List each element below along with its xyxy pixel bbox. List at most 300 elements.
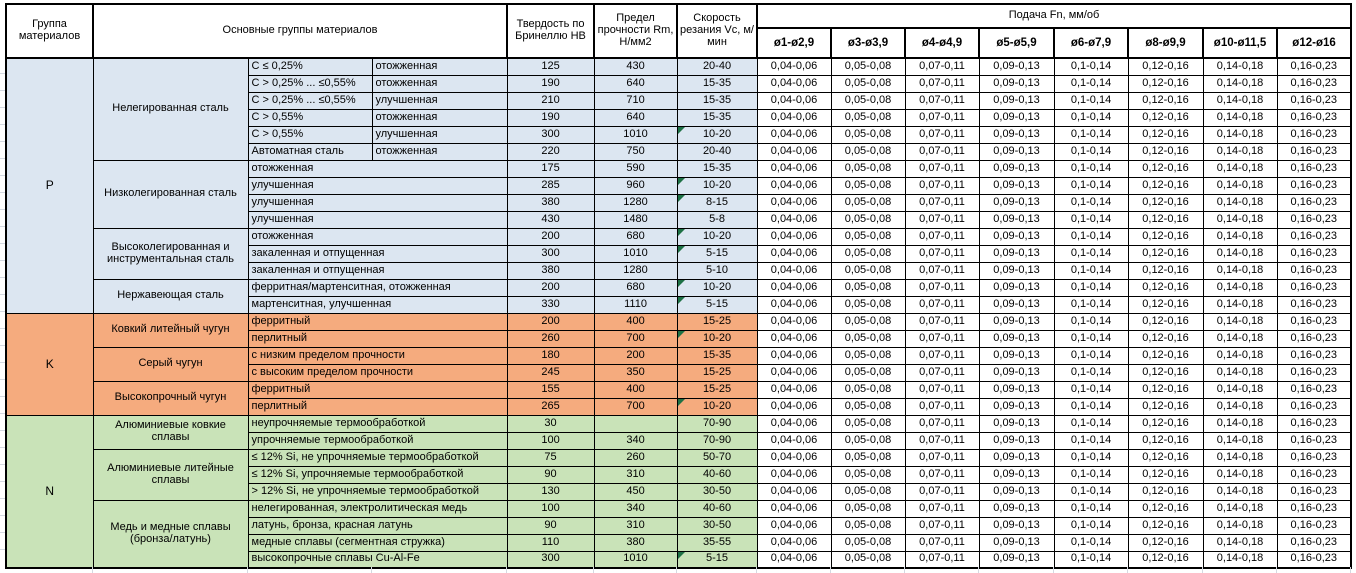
feed-value-cell[interactable]: 0,14-0,18 [1203,432,1277,449]
speed-cell[interactable]: 30-50 [677,483,757,500]
feed-value-cell[interactable]: 0,09-0,13 [979,534,1054,551]
strength-cell[interactable]: 960 [594,177,677,194]
feed-value-cell[interactable]: 0,1-0,14 [1054,500,1128,517]
header-diameter-1[interactable]: ø3-ø3,9 [831,28,905,58]
feed-value-cell[interactable]: 0,05-0,08 [831,160,905,177]
hardness-cell[interactable]: 380 [507,262,594,279]
strength-cell[interactable]: 750 [594,143,677,160]
feed-value-cell[interactable]: 0,16-0,23 [1277,551,1351,568]
feed-value-cell[interactable]: 0,12-0,16 [1128,92,1203,109]
header-brinell-hardness[interactable]: Твердость по Бринеллю HB [507,4,594,58]
header-diameter-4[interactable]: ø6-ø7,9 [1054,28,1128,58]
feed-value-cell[interactable]: 0,16-0,23 [1277,398,1351,415]
group-letter-cell[interactable]: P [6,58,93,313]
speed-cell[interactable]: 5-10 [677,262,757,279]
strength-cell[interactable]: 1010 [594,551,677,568]
feed-value-cell[interactable]: 0,12-0,16 [1128,517,1203,534]
feed-value-cell[interactable]: 0,04-0,06 [757,126,831,143]
feed-value-cell[interactable]: 0,04-0,06 [757,534,831,551]
material-condition-cell[interactable]: ферритный [248,313,507,330]
feed-value-cell[interactable]: 0,16-0,23 [1277,449,1351,466]
feed-value-cell[interactable]: 0,05-0,08 [831,126,905,143]
feed-value-cell[interactable]: 0,16-0,23 [1277,279,1351,296]
hardness-cell[interactable]: 380 [507,194,594,211]
hardness-cell[interactable]: 175 [507,160,594,177]
speed-cell[interactable]: 15-25 [677,381,757,398]
feed-value-cell[interactable]: 0,16-0,23 [1277,143,1351,160]
feed-value-cell[interactable]: 0,1-0,14 [1054,262,1128,279]
feed-value-cell[interactable]: 0,1-0,14 [1054,126,1128,143]
feed-value-cell[interactable]: 0,07-0,11 [905,381,979,398]
feed-value-cell[interactable]: 0,16-0,23 [1277,381,1351,398]
material-condition-cell[interactable]: улучшенная [248,194,507,211]
feed-value-cell[interactable]: 0,12-0,16 [1128,551,1203,568]
material-condition-cell[interactable]: латунь, бронза, красная латунь [248,517,507,534]
feed-value-cell[interactable]: 0,04-0,06 [757,415,831,432]
feed-value-cell[interactable]: 0,16-0,23 [1277,466,1351,483]
material-condition-cell[interactable]: закаленная и отпущенная [248,245,507,262]
feed-value-cell[interactable]: 0,09-0,13 [979,228,1054,245]
hardness-cell[interactable]: 245 [507,364,594,381]
material-condition-cell[interactable]: перлитный [248,330,507,347]
strength-cell[interactable]: 640 [594,109,677,126]
feed-value-cell[interactable]: 0,16-0,23 [1277,245,1351,262]
feed-value-cell[interactable]: 0,14-0,18 [1203,330,1277,347]
feed-value-cell[interactable]: 0,07-0,11 [905,58,979,75]
feed-value-cell[interactable]: 0,1-0,14 [1054,449,1128,466]
feed-value-cell[interactable]: 0,09-0,13 [979,483,1054,500]
feed-value-cell[interactable]: 0,12-0,16 [1128,262,1203,279]
feed-value-cell[interactable]: 0,14-0,18 [1203,500,1277,517]
speed-cell[interactable]: 15-35 [677,75,757,92]
hardness-cell[interactable]: 300 [507,245,594,262]
feed-value-cell[interactable]: 0,09-0,13 [979,279,1054,296]
feed-value-cell[interactable]: 0,14-0,18 [1203,126,1277,143]
strength-cell[interactable]: 1280 [594,194,677,211]
feed-value-cell[interactable]: 0,16-0,23 [1277,194,1351,211]
feed-value-cell[interactable]: 0,12-0,16 [1128,347,1203,364]
feed-value-cell[interactable]: 0,14-0,18 [1203,194,1277,211]
feed-value-cell[interactable]: 0,05-0,08 [831,279,905,296]
feed-value-cell[interactable]: 0,07-0,11 [905,194,979,211]
strength-cell[interactable]: 400 [594,381,677,398]
strength-cell[interactable]: 400 [594,313,677,330]
speed-cell[interactable]: 10-20 [677,398,757,415]
speed-cell[interactable]: 70-90 [677,415,757,432]
hardness-cell[interactable]: 430 [507,211,594,228]
feed-value-cell[interactable]: 0,04-0,06 [757,398,831,415]
feed-value-cell[interactable]: 0,16-0,23 [1277,347,1351,364]
feed-value-cell[interactable]: 0,14-0,18 [1203,160,1277,177]
feed-value-cell[interactable]: 0,14-0,18 [1203,75,1277,92]
feed-value-cell[interactable]: 0,09-0,13 [979,92,1054,109]
strength-cell[interactable]: 430 [594,58,677,75]
feed-value-cell[interactable]: 0,16-0,23 [1277,296,1351,313]
speed-cell[interactable]: 35-55 [677,534,757,551]
feed-value-cell[interactable]: 0,09-0,13 [979,551,1054,568]
feed-value-cell[interactable]: 0,1-0,14 [1054,381,1128,398]
feed-value-cell[interactable]: 0,1-0,14 [1054,58,1128,75]
speed-cell[interactable]: 10-20 [677,126,757,143]
feed-value-cell[interactable]: 0,05-0,08 [831,75,905,92]
strength-cell[interactable]: 1110 [594,296,677,313]
strength-cell[interactable] [594,415,677,432]
strength-cell[interactable]: 1480 [594,211,677,228]
feed-value-cell[interactable]: 0,12-0,16 [1128,534,1203,551]
feed-value-cell[interactable]: 0,12-0,16 [1128,228,1203,245]
feed-value-cell[interactable]: 0,05-0,08 [831,262,905,279]
feed-value-cell[interactable]: 0,16-0,23 [1277,534,1351,551]
material-state-cell[interactable]: отожженная [372,143,507,160]
feed-value-cell[interactable]: 0,04-0,06 [757,194,831,211]
material-condition-cell[interactable]: медные сплавы (сегментная стружка) [248,534,507,551]
feed-value-cell[interactable]: 0,1-0,14 [1054,160,1128,177]
material-condition-cell[interactable]: Автоматная сталь [248,143,372,160]
hardness-cell[interactable]: 190 [507,75,594,92]
feed-value-cell[interactable]: 0,09-0,13 [979,58,1054,75]
feed-value-cell[interactable]: 0,04-0,06 [757,551,831,568]
feed-value-cell[interactable]: 0,04-0,06 [757,483,831,500]
feed-value-cell[interactable]: 0,07-0,11 [905,500,979,517]
material-condition-cell[interactable]: C > 0,55% [248,126,372,143]
feed-value-cell[interactable]: 0,04-0,06 [757,177,831,194]
feed-value-cell[interactable]: 0,16-0,23 [1277,517,1351,534]
feed-value-cell[interactable]: 0,09-0,13 [979,432,1054,449]
feed-value-cell[interactable]: 0,14-0,18 [1203,296,1277,313]
header-tensile-strength[interactable]: Предел прочности Rm, Н/мм2 [594,4,677,58]
feed-value-cell[interactable]: 0,05-0,08 [831,58,905,75]
subgroup-name-cell[interactable]: Нержавеющая сталь [93,279,248,313]
feed-value-cell[interactable]: 0,05-0,08 [831,466,905,483]
material-condition-cell[interactable]: ферритная/мартенситная, отожженная [248,279,507,296]
material-condition-cell[interactable]: высокопрочные сплавы Cu-Al-Fe [248,551,507,568]
hardness-cell[interactable]: 180 [507,347,594,364]
speed-cell[interactable]: 5-15 [677,245,757,262]
hardness-cell[interactable]: 155 [507,381,594,398]
feed-value-cell[interactable]: 0,14-0,18 [1203,381,1277,398]
feed-value-cell[interactable]: 0,07-0,11 [905,415,979,432]
material-state-cell[interactable]: улучшенная [372,126,507,143]
feed-value-cell[interactable]: 0,12-0,16 [1128,126,1203,143]
feed-value-cell[interactable]: 0,1-0,14 [1054,143,1128,160]
feed-value-cell[interactable]: 0,12-0,16 [1128,194,1203,211]
material-condition-cell[interactable]: ≤ 12% Si, упрочняемые термообработкой [248,466,507,483]
feed-value-cell[interactable]: 0,12-0,16 [1128,58,1203,75]
feed-value-cell[interactable]: 0,16-0,23 [1277,330,1351,347]
material-condition-cell[interactable]: C > 0,55% [248,109,372,126]
feed-value-cell[interactable]: 0,14-0,18 [1203,483,1277,500]
material-condition-cell[interactable]: ферритный [248,381,507,398]
strength-cell[interactable]: 350 [594,364,677,381]
header-diameter-7[interactable]: ø12-ø16 [1277,28,1351,58]
speed-cell[interactable]: 5-15 [677,551,757,568]
feed-value-cell[interactable]: 0,16-0,23 [1277,177,1351,194]
feed-value-cell[interactable]: 0,14-0,18 [1203,449,1277,466]
feed-value-cell[interactable]: 0,07-0,11 [905,398,979,415]
feed-value-cell[interactable]: 0,05-0,08 [831,245,905,262]
speed-cell[interactable]: 10-20 [677,177,757,194]
feed-value-cell[interactable]: 0,07-0,11 [905,313,979,330]
feed-value-cell[interactable]: 0,07-0,11 [905,466,979,483]
feed-value-cell[interactable]: 0,16-0,23 [1277,109,1351,126]
material-state-cell[interactable]: отожженная [372,109,507,126]
feed-value-cell[interactable]: 0,16-0,23 [1277,483,1351,500]
feed-value-cell[interactable]: 0,07-0,11 [905,75,979,92]
feed-value-cell[interactable]: 0,12-0,16 [1128,364,1203,381]
feed-value-cell[interactable]: 0,05-0,08 [831,211,905,228]
subgroup-name-cell[interactable]: Высокопрочный чугун [93,381,248,415]
feed-value-cell[interactable]: 0,05-0,08 [831,347,905,364]
feed-value-cell[interactable]: 0,09-0,13 [979,381,1054,398]
feed-value-cell[interactable]: 0,09-0,13 [979,75,1054,92]
speed-cell[interactable]: 15-35 [677,92,757,109]
speed-cell[interactable]: 15-25 [677,313,757,330]
feed-value-cell[interactable]: 0,09-0,13 [979,330,1054,347]
feed-value-cell[interactable]: 0,1-0,14 [1054,228,1128,245]
material-state-cell[interactable]: отожженная [372,75,507,92]
feed-value-cell[interactable]: 0,05-0,08 [831,500,905,517]
subgroup-name-cell[interactable]: Нелегированная сталь [93,58,248,160]
feed-value-cell[interactable]: 0,14-0,18 [1203,279,1277,296]
feed-value-cell[interactable]: 0,09-0,13 [979,347,1054,364]
material-condition-cell[interactable]: отожженная [248,160,507,177]
feed-value-cell[interactable]: 0,14-0,18 [1203,211,1277,228]
feed-value-cell[interactable]: 0,14-0,18 [1203,228,1277,245]
speed-cell[interactable]: 70-90 [677,432,757,449]
feed-value-cell[interactable]: 0,09-0,13 [979,211,1054,228]
strength-cell[interactable]: 700 [594,330,677,347]
feed-value-cell[interactable]: 0,09-0,13 [979,517,1054,534]
feed-value-cell[interactable]: 0,09-0,13 [979,262,1054,279]
feed-value-cell[interactable]: 0,12-0,16 [1128,75,1203,92]
feed-value-cell[interactable]: 0,05-0,08 [831,381,905,398]
feed-value-cell[interactable]: 0,07-0,11 [905,143,979,160]
speed-cell[interactable]: 15-25 [677,364,757,381]
material-condition-cell[interactable]: неупрочняемые термообработкой [248,415,507,432]
header-feed[interactable]: Подача Fn, мм/об [757,4,1351,28]
feed-value-cell[interactable]: 0,1-0,14 [1054,517,1128,534]
feed-value-cell[interactable]: 0,12-0,16 [1128,177,1203,194]
feed-value-cell[interactable]: 0,14-0,18 [1203,517,1277,534]
header-diameter-6[interactable]: ø10-ø11,5 [1203,28,1277,58]
feed-value-cell[interactable]: 0,09-0,13 [979,177,1054,194]
hardness-cell[interactable]: 220 [507,143,594,160]
feed-value-cell[interactable]: 0,12-0,16 [1128,160,1203,177]
feed-value-cell[interactable]: 0,16-0,23 [1277,432,1351,449]
speed-cell[interactable]: 15-35 [677,109,757,126]
feed-value-cell[interactable]: 0,07-0,11 [905,330,979,347]
speed-cell[interactable]: 50-70 [677,449,757,466]
feed-value-cell[interactable]: 0,09-0,13 [979,313,1054,330]
feed-value-cell[interactable]: 0,16-0,23 [1277,364,1351,381]
feed-value-cell[interactable]: 0,12-0,16 [1128,432,1203,449]
feed-value-cell[interactable]: 0,04-0,06 [757,449,831,466]
feed-value-cell[interactable]: 0,05-0,08 [831,551,905,568]
strength-cell[interactable]: 260 [594,449,677,466]
speed-cell[interactable]: 20-40 [677,143,757,160]
material-condition-cell[interactable]: C ≤ 0,25% [248,58,372,75]
feed-value-cell[interactable]: 0,12-0,16 [1128,449,1203,466]
feed-value-cell[interactable]: 0,09-0,13 [979,415,1054,432]
subgroup-name-cell[interactable]: Высоколегированная и инструментальная сталь [93,228,248,279]
strength-cell[interactable]: 590 [594,160,677,177]
hardness-cell[interactable]: 265 [507,398,594,415]
feed-value-cell[interactable]: 0,07-0,11 [905,160,979,177]
feed-value-cell[interactable]: 0,1-0,14 [1054,466,1128,483]
feed-value-cell[interactable]: 0,12-0,16 [1128,483,1203,500]
feed-value-cell[interactable]: 0,07-0,11 [905,364,979,381]
strength-cell[interactable]: 680 [594,279,677,296]
hardness-cell[interactable]: 90 [507,466,594,483]
material-state-cell[interactable]: отожженная [372,58,507,75]
material-condition-cell[interactable]: > 12% Si, не упрочняемые термообработкой [248,483,507,500]
feed-value-cell[interactable]: 0,05-0,08 [831,143,905,160]
feed-value-cell[interactable]: 0,16-0,23 [1277,415,1351,432]
header-diameter-2[interactable]: ø4-ø4,9 [905,28,979,58]
feed-value-cell[interactable]: 0,04-0,06 [757,245,831,262]
feed-value-cell[interactable]: 0,12-0,16 [1128,296,1203,313]
hardness-cell[interactable]: 330 [507,296,594,313]
feed-value-cell[interactable]: 0,12-0,16 [1128,381,1203,398]
feed-value-cell[interactable]: 0,1-0,14 [1054,347,1128,364]
feed-value-cell[interactable]: 0,05-0,08 [831,330,905,347]
feed-value-cell[interactable]: 0,1-0,14 [1054,313,1128,330]
hardness-cell[interactable]: 190 [507,109,594,126]
feed-value-cell[interactable]: 0,05-0,08 [831,92,905,109]
feed-value-cell[interactable]: 0,14-0,18 [1203,92,1277,109]
strength-cell[interactable]: 450 [594,483,677,500]
hardness-cell[interactable]: 90 [507,517,594,534]
subgroup-name-cell[interactable]: Алюминиевые литейные сплавы [93,449,248,500]
feed-value-cell[interactable]: 0,09-0,13 [979,449,1054,466]
feed-value-cell[interactable]: 0,04-0,06 [757,517,831,534]
feed-value-cell[interactable]: 0,07-0,11 [905,262,979,279]
speed-cell[interactable]: 10-20 [677,228,757,245]
header-cutting-speed[interactable]: Скорость резания Vc, м/мин [677,4,757,58]
material-condition-cell[interactable]: мартенситная, улучшенная [248,296,507,313]
material-condition-cell[interactable]: отожженная [248,228,507,245]
strength-cell[interactable]: 1010 [594,245,677,262]
feed-value-cell[interactable]: 0,04-0,06 [757,279,831,296]
strength-cell[interactable]: 710 [594,92,677,109]
feed-value-cell[interactable]: 0,07-0,11 [905,177,979,194]
feed-value-cell[interactable]: 0,09-0,13 [979,109,1054,126]
material-condition-cell[interactable]: с низким пределом прочности [248,347,507,364]
speed-cell[interactable]: 15-35 [677,160,757,177]
strength-cell[interactable]: 340 [594,500,677,517]
group-letter-cell[interactable]: K [6,313,93,415]
feed-value-cell[interactable]: 0,1-0,14 [1054,296,1128,313]
feed-value-cell[interactable]: 0,07-0,11 [905,483,979,500]
feed-value-cell[interactable]: 0,16-0,23 [1277,75,1351,92]
hardness-cell[interactable]: 130 [507,483,594,500]
feed-value-cell[interactable]: 0,07-0,11 [905,449,979,466]
feed-value-cell[interactable]: 0,04-0,06 [757,58,831,75]
strength-cell[interactable]: 680 [594,228,677,245]
feed-value-cell[interactable]: 0,05-0,08 [831,449,905,466]
feed-value-cell[interactable]: 0,12-0,16 [1128,313,1203,330]
feed-value-cell[interactable]: 0,05-0,08 [831,296,905,313]
speed-cell[interactable]: 10-20 [677,330,757,347]
feed-value-cell[interactable]: 0,12-0,16 [1128,330,1203,347]
feed-value-cell[interactable]: 0,05-0,08 [831,534,905,551]
feed-value-cell[interactable]: 0,16-0,23 [1277,211,1351,228]
feed-value-cell[interactable]: 0,12-0,16 [1128,143,1203,160]
feed-value-cell[interactable]: 0,04-0,06 [757,211,831,228]
hardness-cell[interactable]: 125 [507,58,594,75]
strength-cell[interactable]: 640 [594,75,677,92]
feed-value-cell[interactable]: 0,16-0,23 [1277,228,1351,245]
hardness-cell[interactable]: 200 [507,313,594,330]
feed-value-cell[interactable]: 0,09-0,13 [979,364,1054,381]
feed-value-cell[interactable]: 0,14-0,18 [1203,109,1277,126]
subgroup-name-cell[interactable]: Низколегированная сталь [93,160,248,228]
speed-cell[interactable]: 40-60 [677,500,757,517]
feed-value-cell[interactable]: 0,05-0,08 [831,177,905,194]
feed-value-cell[interactable]: 0,07-0,11 [905,432,979,449]
feed-value-cell[interactable]: 0,14-0,18 [1203,398,1277,415]
subgroup-name-cell[interactable]: Ковкий литейный чугун [93,313,248,347]
feed-value-cell[interactable]: 0,1-0,14 [1054,75,1128,92]
feed-value-cell[interactable]: 0,04-0,06 [757,228,831,245]
header-material-group[interactable]: Группа материалов [6,4,93,58]
hardness-cell[interactable]: 200 [507,228,594,245]
feed-value-cell[interactable]: 0,05-0,08 [831,228,905,245]
material-condition-cell[interactable]: C > 0,25% ... ≤0,55% [248,92,372,109]
feed-value-cell[interactable]: 0,04-0,06 [757,364,831,381]
material-condition-cell[interactable]: закаленная и отпущенная [248,262,507,279]
hardness-cell[interactable]: 300 [507,126,594,143]
feed-value-cell[interactable]: 0,14-0,18 [1203,534,1277,551]
material-condition-cell[interactable]: улучшенная [248,211,507,228]
feed-value-cell[interactable]: 0,1-0,14 [1054,109,1128,126]
feed-value-cell[interactable]: 0,1-0,14 [1054,211,1128,228]
material-condition-cell[interactable]: упрочняемые термообработкой [248,432,507,449]
feed-value-cell[interactable]: 0,07-0,11 [905,109,979,126]
feed-value-cell[interactable]: 0,09-0,13 [979,500,1054,517]
feed-value-cell[interactable]: 0,14-0,18 [1203,313,1277,330]
feed-value-cell[interactable]: 0,04-0,06 [757,500,831,517]
header-diameter-5[interactable]: ø8-ø9,9 [1128,28,1203,58]
feed-value-cell[interactable]: 0,16-0,23 [1277,126,1351,143]
feed-value-cell[interactable]: 0,12-0,16 [1128,279,1203,296]
header-main-groups[interactable]: Основные группы материалов [93,4,507,58]
hardness-cell[interactable]: 100 [507,432,594,449]
feed-value-cell[interactable]: 0,04-0,06 [757,75,831,92]
feed-value-cell[interactable]: 0,04-0,06 [757,347,831,364]
feed-value-cell[interactable]: 0,09-0,13 [979,245,1054,262]
feed-value-cell[interactable]: 0,07-0,11 [905,92,979,109]
feed-value-cell[interactable]: 0,16-0,23 [1277,58,1351,75]
feed-value-cell[interactable]: 0,1-0,14 [1054,398,1128,415]
speed-cell[interactable]: 40-60 [677,466,757,483]
hardness-cell[interactable]: 100 [507,500,594,517]
feed-value-cell[interactable]: 0,12-0,16 [1128,109,1203,126]
feed-value-cell[interactable]: 0,04-0,06 [757,160,831,177]
feed-value-cell[interactable]: 0,12-0,16 [1128,466,1203,483]
material-condition-cell[interactable]: нелегированная, электролитическая медь [248,500,507,517]
feed-value-cell[interactable]: 0,07-0,11 [905,551,979,568]
feed-value-cell[interactable]: 0,14-0,18 [1203,551,1277,568]
feed-value-cell[interactable]: 0,09-0,13 [979,126,1054,143]
feed-value-cell[interactable]: 0,05-0,08 [831,432,905,449]
feed-value-cell[interactable]: 0,04-0,06 [757,143,831,160]
feed-value-cell[interactable]: 0,07-0,11 [905,245,979,262]
feed-value-cell[interactable]: 0,05-0,08 [831,109,905,126]
speed-cell[interactable]: 10-20 [677,279,757,296]
feed-value-cell[interactable]: 0,1-0,14 [1054,364,1128,381]
feed-value-cell[interactable]: 0,09-0,13 [979,160,1054,177]
